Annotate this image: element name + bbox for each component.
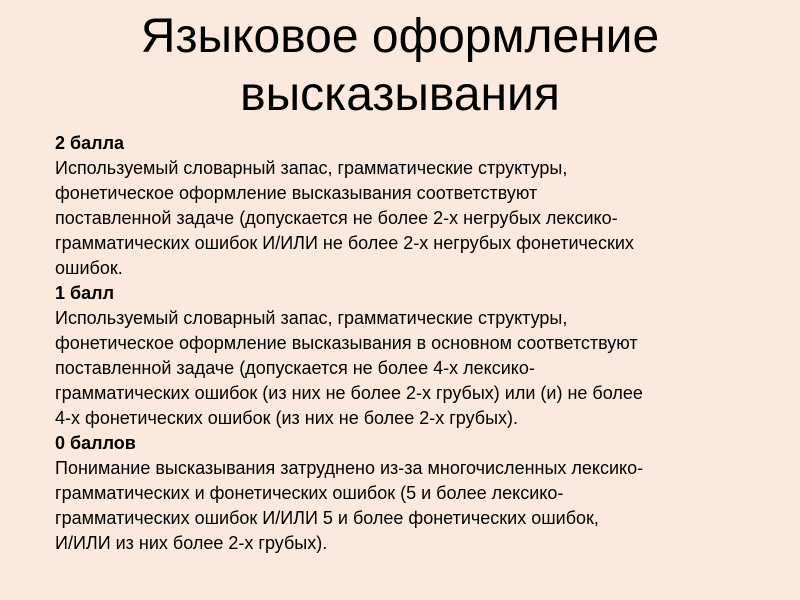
slide-title [60, 8, 740, 124]
criterion-1-point [55, 281, 755, 431]
criterion-score: 1 балл [55, 283, 115, 303]
criterion-description: Понимание высказывания затруднено из-за многочисленных лексико- грамматических и фонетических ошибок (5 и более лексико- грамматических ошибок И/ИЛИ 5 и более фонетических ошибок, И/ИЛИ из них более 2-х грубых). [55, 458, 644, 553]
criterion-0-points [55, 431, 755, 556]
slide-title-line-1: Языковое оформление [140, 10, 660, 63]
criterion-2-points [55, 131, 755, 281]
slide-title-line-2: высказывания [240, 68, 560, 121]
criterion-score: 0 баллов [55, 433, 136, 453]
criterion-description: Используемый словарный запас, грамматические структуры, фонетическое оформление высказывания соответствуют поставленной задаче (допускается не более 2-х негрубых лексико- грамматических ошибок И/ИЛИ не более 2-х негрубых фонетических ошибок. [55, 158, 634, 278]
criteria-body [55, 131, 755, 556]
criterion-score: 2 балла [55, 133, 125, 153]
criterion-description: Используемый словарный запас, грамматические структуры, фонетическое оформление высказывания в основном соответствуют поставленной задаче (допускается не более 4-х лексико- грамматических ошибок (из них не более 2-х грубых) или (и) не более 4-х фонетических ошибок (из них не более 2-х грубых). [55, 308, 643, 428]
